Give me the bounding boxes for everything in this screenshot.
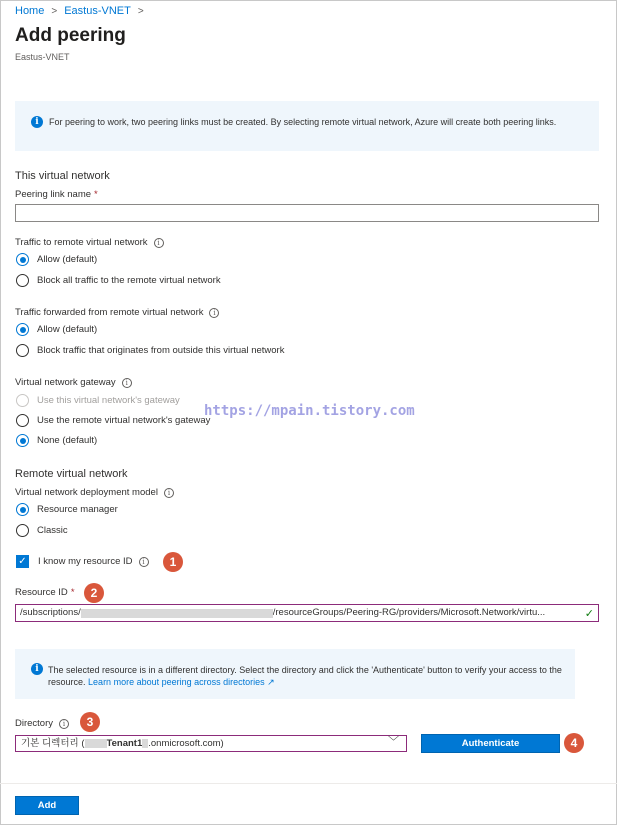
directory-value-prefix: 기본 디렉터리 ( — [21, 738, 85, 749]
watermark: https://mpain.tistory.com — [204, 403, 415, 419]
radio-traffic-remote-allow[interactable] — [16, 253, 97, 266]
info-banner-directory — [15, 649, 575, 699]
step-badge-2: 2 — [84, 583, 104, 603]
radio-label: Allow (default) — [37, 254, 98, 265]
footer-divider — [0, 783, 617, 784]
redacted-text — [142, 739, 148, 748]
authenticate-button[interactable]: Authenticate — [421, 734, 560, 753]
radio-label: Use the remote virtual network's gateway — [37, 415, 211, 426]
section-remote-vnet: Remote virtual network — [15, 468, 128, 480]
info-banner-text: For peering to work, two peering links must be created. By selecting remote virtual network, Azure will create both peering links. — [49, 117, 557, 127]
checkbox-label: I know my resource ID — [38, 556, 133, 567]
resource-id-prefix: /subscriptions/ — [20, 607, 81, 618]
checkmark-icon: ✓ — [16, 555, 29, 568]
radio-selected-icon — [16, 323, 29, 336]
radio-selected-icon — [16, 503, 29, 516]
traffic-forwarded-label-text: Traffic forwarded from remote virtual network — [15, 307, 204, 318]
external-link-icon: ↗ — [267, 677, 275, 687]
directory-value-suffix: .onmicrosoft.com) — [148, 738, 224, 749]
resource-id-suffix: /resourceGroups/Peering-RG/providers/Microsoft.Network/virtu... — [272, 607, 546, 618]
radio-traffic-forwarded-allow[interactable] — [16, 323, 97, 336]
radio-unselected-icon — [16, 344, 29, 357]
radio-label: Allow (default) — [37, 324, 98, 335]
breadcrumb — [15, 5, 151, 17]
traffic-remote-label-text: Traffic to remote virtual network — [15, 237, 148, 248]
learn-more-link-text: Learn more about peering across directories — [88, 677, 265, 687]
chevron-right-icon: > — [51, 5, 58, 17]
gateway-label-text: Virtual network gateway — [15, 377, 116, 388]
step-badge-4: 4 — [564, 733, 584, 753]
radio-gateway-use-this — [16, 394, 180, 407]
redacted-text — [85, 739, 107, 748]
radio-selected-icon — [16, 253, 29, 266]
peering-link-label — [15, 189, 98, 200]
radio-label: Block all traffic to the remote virtual network — [37, 275, 221, 286]
chevron-right-icon: > — [137, 5, 144, 17]
radio-traffic-forwarded-block[interactable] — [16, 344, 284, 357]
peering-link-name-input[interactable] — [15, 204, 599, 222]
info-banner-peering — [15, 101, 599, 151]
step-badge-3: 3 — [80, 712, 100, 732]
radio-classic[interactable] — [16, 524, 68, 537]
radio-disabled-icon — [16, 394, 29, 407]
radio-gateway-none[interactable] — [16, 434, 97, 447]
directory-label-text: Directory — [15, 718, 54, 729]
deployment-model-label — [15, 487, 174, 498]
page-title: Add peering — [15, 25, 126, 46]
radio-unselected-icon — [16, 414, 29, 427]
radio-unselected-icon — [16, 524, 29, 537]
breadcrumb-vnet-link[interactable]: Eastus-VNET — [64, 5, 131, 17]
radio-selected-icon — [16, 434, 29, 447]
redacted-subscription-id — [81, 609, 273, 618]
learn-more-link[interactable] — [88, 677, 275, 687]
info-tooltip-icon[interactable]: i — [164, 488, 174, 498]
required-asterisk: * — [70, 587, 75, 598]
radio-traffic-remote-block[interactable] — [16, 274, 221, 287]
info-icon: i — [31, 663, 43, 675]
radio-label: Classic — [37, 525, 68, 536]
resource-id-input[interactable] — [15, 604, 599, 622]
valid-checkmark-icon: ✓ — [584, 608, 594, 620]
step-badge-1: 1 — [163, 552, 183, 572]
section-this-vnet: This virtual network — [15, 170, 110, 182]
info-tooltip-icon[interactable]: i — [139, 557, 149, 567]
radio-unselected-icon — [16, 274, 29, 287]
radio-label: Resource manager — [37, 504, 118, 515]
traffic-forwarded-label — [15, 307, 219, 318]
info-tooltip-icon[interactable]: i — [154, 238, 164, 248]
chevron-down-icon: ﹀ — [388, 736, 399, 748]
directory-tenant-name: Tenant1 — [106, 738, 143, 749]
radio-label: Block traffic that originates from outside this virtual network — [37, 345, 285, 356]
required-asterisk: * — [94, 189, 98, 200]
gateway-label — [15, 377, 132, 388]
deployment-model-label-text: Virtual network deployment model — [15, 487, 158, 498]
radio-gateway-use-remote[interactable] — [16, 414, 210, 427]
page-subtitle: Eastus-VNET — [15, 52, 70, 62]
info-directory-text-block — [48, 664, 563, 688]
peering-link-label-text: Peering link name — [15, 189, 92, 200]
breadcrumb-home-link[interactable]: Home — [15, 5, 45, 17]
directory-label — [15, 718, 69, 729]
directory-select[interactable] — [15, 735, 407, 752]
traffic-remote-label — [15, 237, 164, 248]
resource-id-label-text: Resource ID — [15, 587, 68, 598]
info-tooltip-icon[interactable]: i — [209, 308, 219, 318]
info-tooltip-icon[interactable]: i — [59, 719, 69, 729]
radio-resource-manager[interactable] — [16, 503, 118, 516]
info-icon: i — [31, 116, 43, 128]
add-button[interactable]: Add — [15, 796, 79, 815]
info-tooltip-icon[interactable]: i — [122, 378, 132, 388]
info-directory-text: The selected resource is in a different directory. Select the directory and click the 'Authenticate' button to verify your access to the resource. — [48, 665, 562, 687]
know-resource-id-checkbox[interactable] — [16, 555, 149, 568]
radio-label: Use this virtual network's gateway — [37, 395, 180, 406]
resource-id-label — [15, 587, 75, 598]
radio-label: None (default) — [37, 435, 98, 446]
